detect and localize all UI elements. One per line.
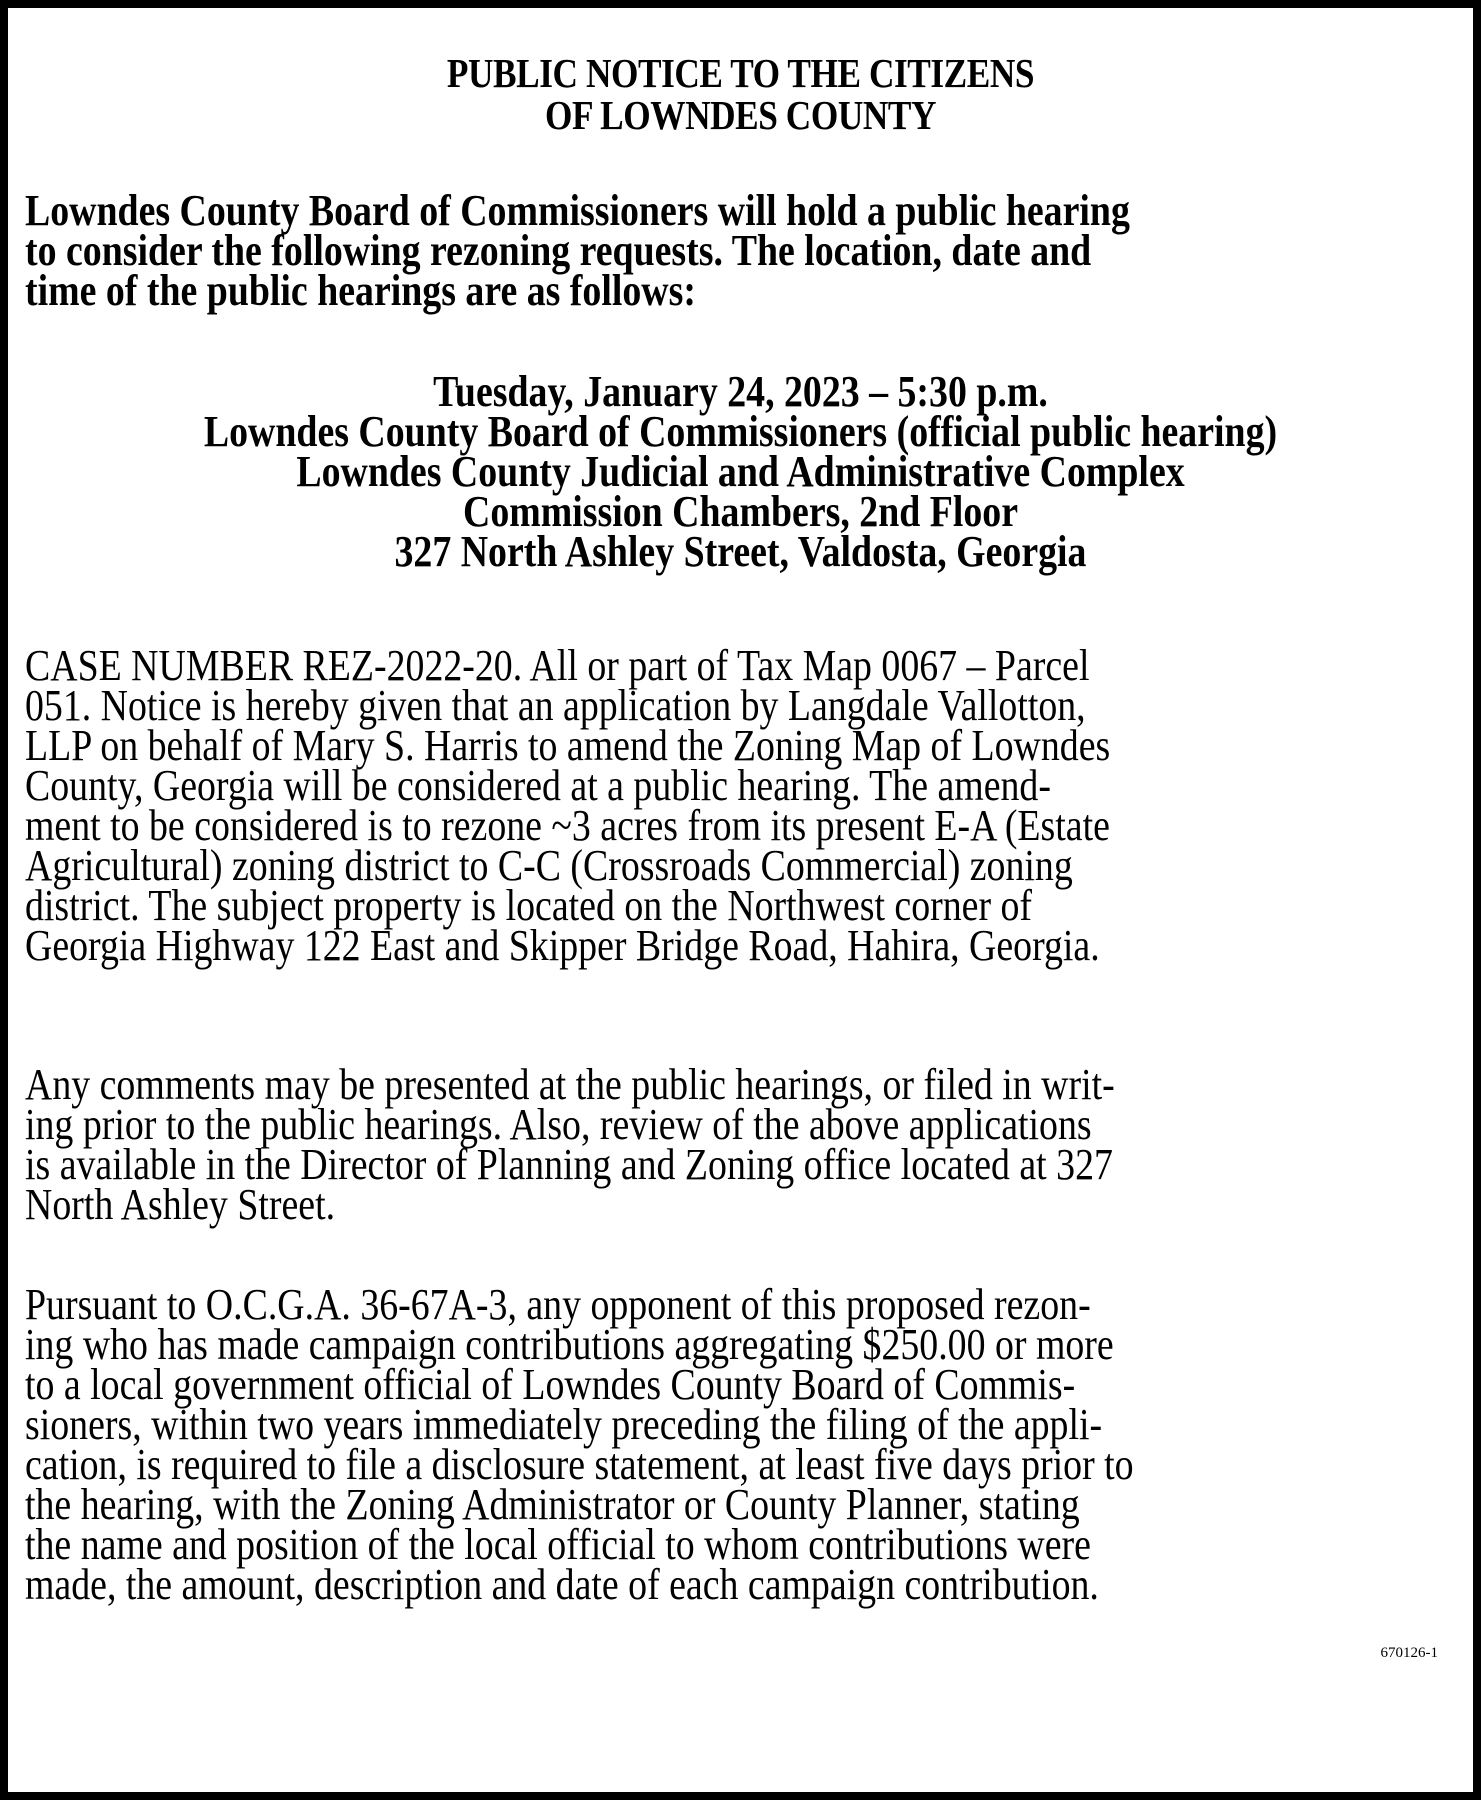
intro-paragraph [25, 186, 1349, 315]
comments-line: ing prior to the public hearings. Also, review of the above applications [25, 1100, 1092, 1149]
case-line: ment to be considered is to rezone ~3 acres from its present E-A (Estate [25, 801, 1110, 850]
case-line: CASE NUMBER REZ-2022-20. All or part of Tax Map 0067 – Parcel [25, 641, 1090, 690]
pursuant-line: to a local government official of Lowndes County Board of Commis- [25, 1360, 1076, 1409]
pursuant-line: cation, is required to file a disclosure statement, at least five days prior to [25, 1440, 1134, 1489]
pursuant-line: made, the amount, description and date of each campaign contribution. [25, 1560, 1099, 1609]
intro-line: Lowndes County Board of Commissioners will hold a public hearing [25, 186, 1130, 235]
pursuant-line: the name and position of the local official to whom contributions were [25, 1520, 1091, 1569]
hearing-details [8, 367, 1473, 576]
case-line: County, Georgia will be considered at a public hearing. The amend- [25, 761, 1051, 810]
case-line: district. The subject property is located on the Northwest corner of [25, 881, 1033, 930]
case-line: 051. Notice is hereby given that an application by Langdale Vallotton, [25, 681, 1086, 730]
intro-line: time of the public hearings are as follows: [25, 266, 696, 315]
comments-line: North Ashley Street. [25, 1180, 336, 1229]
comments-line: Any comments may be presented at the public hearings, or filed in writ- [25, 1060, 1115, 1109]
hearing-address: 327 North Ashley Street, Valdosta, Georgia [394, 527, 1087, 576]
public-notice [8, 8, 1473, 1792]
pursuant-line: the hearing, with the Zoning Administrator or County Planner, stating [25, 1480, 1080, 1529]
pursuant-line: ing who has made campaign contributions aggregating $250.00 or more [25, 1320, 1114, 1369]
title-line-1: PUBLIC NOTICE TO THE CITIZENS [446, 50, 1035, 96]
hearing-room: Commission Chambers, 2nd Floor [462, 487, 1019, 536]
case-paragraph [25, 641, 1367, 970]
case-line: LLP on behalf of Mary S. Harris to amend the Zoning Map of Lowndes [25, 721, 1111, 770]
pursuant-paragraph [25, 1280, 1367, 1609]
pursuant-line: Pursuant to O.C.G.A. 36-67A-3, any opponent of this proposed rezon- [25, 1280, 1091, 1329]
ad-reference-number: 670126-1 [1380, 1645, 1438, 1661]
hearing-venue: Lowndes County Judicial and Administrative Complex [296, 447, 1185, 496]
hearing-date-time: Tuesday, January 24, 2023 – 5:30 p.m. [433, 367, 1048, 416]
notice-title [111, 52, 1371, 136]
pursuant-line: sioners, within two years immediately preceding the filing of the appli- [25, 1400, 1103, 1449]
comments-line: is available in the Director of Planning and Zoning office located at 327 [25, 1140, 1113, 1189]
case-line: Georgia Highway 122 East and Skipper Bridge Road, Hahira, Georgia. [25, 921, 1100, 970]
comments-paragraph [25, 1060, 1367, 1229]
hearing-body: Lowndes County Board of Commissioners (official public hearing) [203, 407, 1278, 456]
case-line: Agricultural) zoning district to C-C (Crossroads Commercial) zoning [25, 841, 1073, 890]
intro-line: to consider the following rezoning requests. The location, date and [25, 226, 1092, 275]
title-line-2: OF LOWNDES COUNTY [544, 92, 937, 138]
